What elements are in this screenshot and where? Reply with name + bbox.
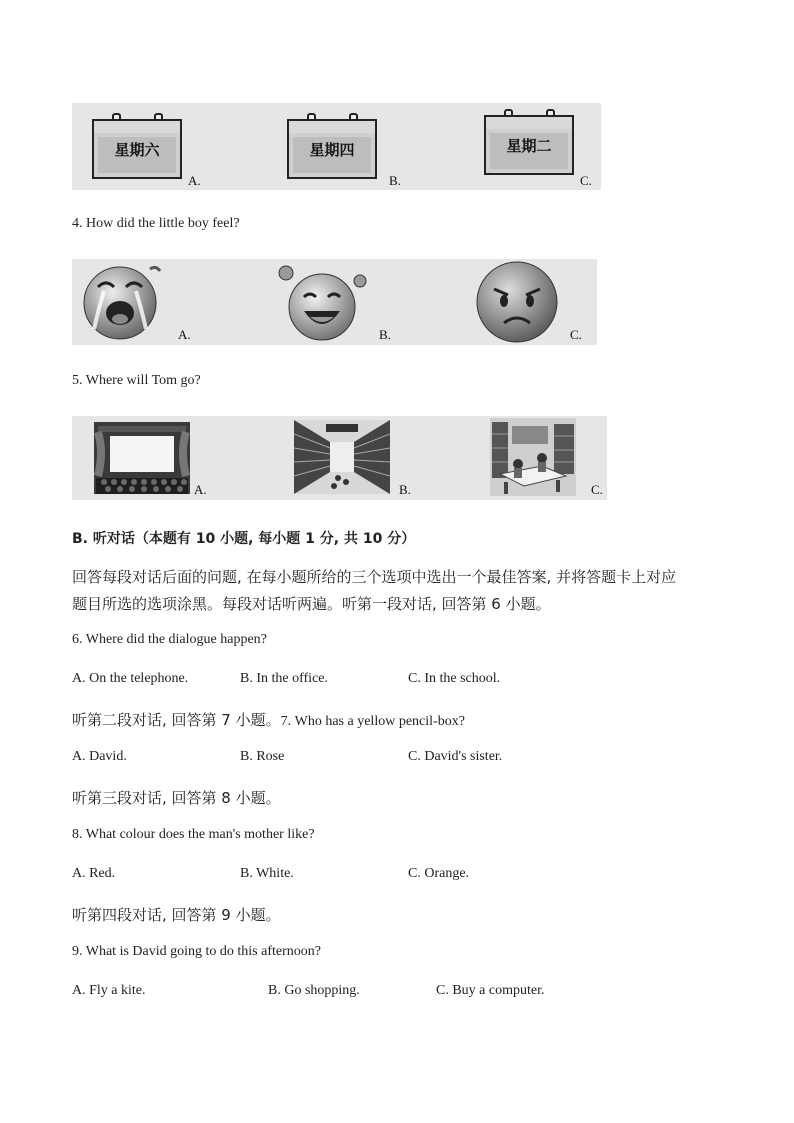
laughing-face-icon: [278, 261, 368, 343]
section-b-heading: B. 听对话（本题有 10 小题, 每小题 1 分, 共 10 分）: [72, 531, 416, 547]
q9-question: 9. What is David going to do this afternoon?: [72, 944, 321, 959]
calendar-day-label: 星期六: [114, 141, 160, 159]
q6-question: 6. Where did the dialogue happen?: [72, 632, 267, 647]
q7-option-a: A. David.: [72, 749, 127, 764]
calendar-thursday-icon: [287, 113, 375, 179]
section-b-instructions-line2: 题目所选的选项涂黑。每段对话听两遍。听第一段对话, 回答第 6 小题。: [72, 595, 551, 613]
calendar-day-label: 星期二: [506, 137, 552, 155]
option-c-label: C.: [591, 482, 603, 497]
calendar-saturday-icon: [92, 113, 180, 179]
q7-lead: 听第二段对话, 回答第 7 小题。: [72, 711, 281, 729]
option-b-label: B.: [389, 173, 401, 188]
q9-option-c: C. Buy a computer.: [436, 983, 545, 998]
cinema-icon: [94, 422, 190, 494]
q7-option-b: B. Rose: [240, 749, 285, 764]
option-b-label: B.: [399, 482, 411, 497]
q5-question: 5. Where will Tom go?: [72, 373, 201, 388]
q6-option-b: B. In the office.: [240, 671, 328, 686]
q8-option-b: B. White.: [240, 866, 294, 881]
option-b-label: B.: [379, 327, 391, 342]
q4-image-strip: [72, 259, 597, 345]
option-a-label: A.: [188, 173, 201, 188]
q3-image-strip: [72, 103, 601, 190]
q9-option-a: A. Fly a kite.: [72, 983, 146, 998]
supermarket-icon: [294, 420, 390, 494]
q7-question: 7. Who has a yellow pencil-box?: [280, 714, 465, 729]
q4-question: 4. How did the little boy feel?: [72, 216, 240, 231]
q8-option-c: C. Orange.: [408, 866, 470, 881]
crying-face-icon: [78, 261, 164, 341]
q8-question: 8. What colour does the man's mother like?: [72, 827, 315, 842]
q7-option-c: C. David's sister.: [408, 749, 503, 764]
option-c-label: C.: [580, 173, 592, 188]
angry-face-icon: [472, 259, 562, 345]
library-icon: [490, 418, 576, 496]
q6-option-a: A. On the telephone.: [72, 671, 189, 686]
q9-option-b: B. Go shopping.: [268, 983, 360, 998]
q9-lead: 听第四段对话, 回答第 9 小题。: [72, 906, 281, 924]
q8-lead: 听第三段对话, 回答第 8 小题。: [72, 789, 281, 807]
option-a-label: A.: [178, 327, 191, 342]
option-c-label: C.: [570, 327, 582, 342]
q7-line: [72, 709, 465, 730]
option-a-label: A.: [194, 482, 207, 497]
calendar-tuesday-icon: [484, 109, 572, 175]
q8-option-a: A. Red.: [72, 866, 116, 881]
calendar-day-label: 星期四: [309, 141, 355, 159]
section-b-instructions-line1: 回答每段对话后面的问题, 在每小题所给的三个选项中选出一个最佳答案, 并将答题卡上对应: [72, 568, 677, 586]
q6-option-c: C. In the school.: [408, 671, 501, 686]
q5-image-strip: [72, 416, 607, 500]
